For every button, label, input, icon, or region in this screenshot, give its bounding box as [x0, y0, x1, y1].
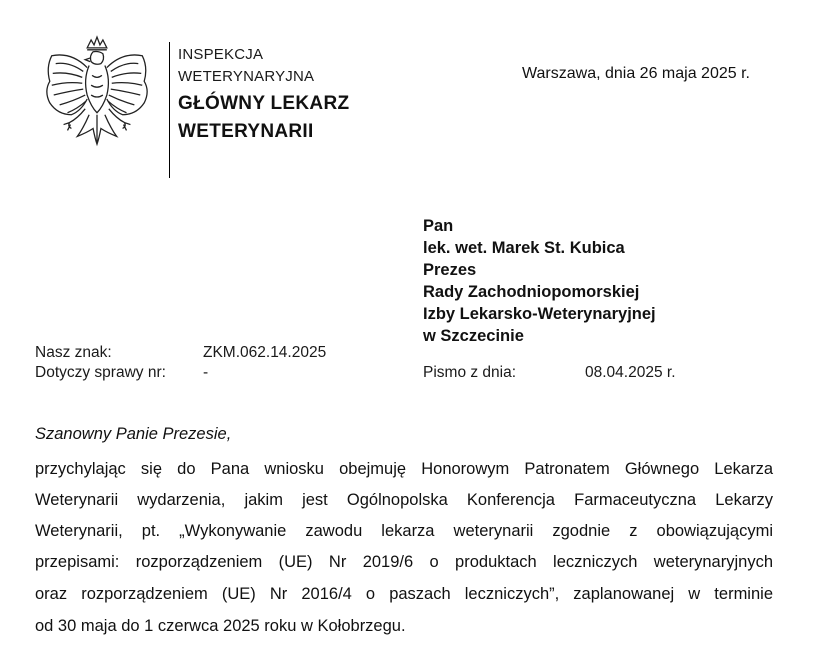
office-title-line2: WETERYNARII [178, 121, 314, 142]
body-line: przepisami: rozporządzeniem (UE) Nr 2019/6 o produktach leczniczych weterynaryjnych [35, 553, 773, 571]
recipient-line: lek. wet. Marek St. Kubica [423, 239, 625, 257]
body-line: od 30 maja do 1 czerwca 2025 roku w Kołobrzegu. [35, 617, 406, 635]
letter-date-value: 08.04.2025 r. [585, 364, 676, 381]
place-and-date: Warszawa, dnia 26 maja 2025 r. [522, 65, 750, 82]
org-name-line2: WETERYNARYJNA [178, 68, 315, 85]
salutation: Szanowny Panie Prezesie, [35, 425, 232, 443]
case-number-label: Dotyczy sprawy nr: [35, 364, 166, 381]
recipient-line: Pan [423, 217, 454, 235]
body-line: przychylając się do Pana wniosku obejmuję Honorowym Patronatem Głównego Lekarza [35, 460, 773, 478]
org-name-line1: INSPEKCJA [178, 46, 264, 63]
our-sign-value: ZKM.062.14.2025 [203, 344, 327, 361]
recipient-line: w Szczecinie [423, 327, 524, 345]
letter-date-label: Pismo z dnia: [423, 364, 517, 381]
polish-eagle-emblem-icon [38, 34, 156, 162]
recipient-line: Rady Zachodniopomorskiej [423, 283, 640, 301]
body-line: Weterynarii, pt. „Wykonywanie zawodu lekarza weterynarii zgodnie z obowiązującymi [35, 522, 773, 540]
recipient-line: Prezes [423, 261, 477, 279]
body-line: Weterynarii wydarzenia, jakim jest Ogólnopolska Konferencja Farmaceutyczna Lekarzy [35, 491, 773, 509]
header-divider [169, 42, 170, 178]
our-sign-label: Nasz znak: [35, 344, 112, 361]
body-line: oraz rozporządzeniem (UE) Nr 2016/4 o paszach leczniczych”, zaplanowanej w terminie [35, 585, 773, 603]
case-number-value: - [203, 364, 209, 381]
recipient-line: Izby Lekarsko-Weterynaryjnej [423, 305, 656, 323]
office-title-line1: GŁÓWNY LEKARZ [178, 93, 350, 114]
